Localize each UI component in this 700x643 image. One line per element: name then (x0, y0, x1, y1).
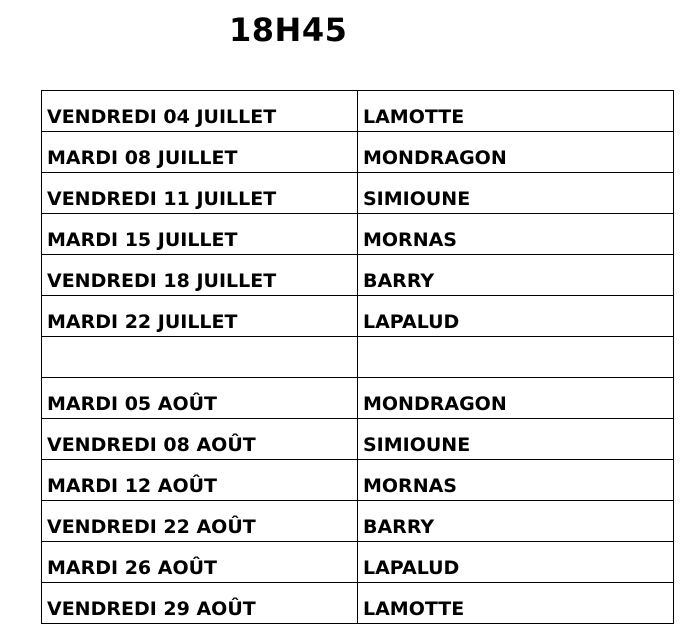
date-cell (42, 378, 358, 419)
date-cell (42, 501, 358, 542)
place-text: BARRY (363, 516, 435, 538)
date-text: MARDI 15 JUILLET (47, 229, 238, 251)
place-text: LAPALUD (363, 557, 460, 579)
date-text: VENDREDI 29 AOÛT (47, 598, 256, 620)
place-cell (358, 214, 674, 255)
date-cell (42, 296, 358, 337)
place-text: BARRY (363, 270, 435, 292)
date-cell (42, 337, 358, 378)
place-cell (358, 583, 674, 624)
date-cell (42, 255, 358, 296)
date-text: MARDI 12 AOÛT (47, 475, 217, 497)
table-row (42, 91, 674, 132)
place-text: SIMIOUNE (363, 434, 471, 456)
place-cell (358, 460, 674, 501)
table-row (42, 132, 674, 173)
table-row (42, 419, 674, 460)
date-cell (42, 91, 358, 132)
date-text: MARDI 22 JUILLET (47, 311, 238, 333)
place-text: LAMOTTE (363, 598, 465, 620)
place-text: MONDRAGON (363, 393, 507, 415)
date-text: VENDREDI 11 JUILLET (47, 188, 277, 210)
place-cell (358, 419, 674, 460)
place-text: MORNAS (363, 475, 457, 497)
date-cell (42, 583, 358, 624)
table-row (42, 542, 674, 583)
table-row (42, 501, 674, 542)
date-cell (42, 460, 358, 501)
date-cell (42, 419, 358, 460)
table-row (42, 214, 674, 255)
date-text: VENDREDI 18 JUILLET (47, 270, 277, 292)
date-text: VENDREDI 04 JUILLET (47, 106, 277, 128)
date-text: MARDI 08 JUILLET (47, 147, 238, 169)
date-text: VENDREDI 22 AOÛT (47, 516, 256, 538)
page-title: 18H45 (229, 11, 348, 49)
place-text: SIMIOUNE (363, 188, 471, 210)
place-cell (358, 91, 674, 132)
place-text: MORNAS (363, 229, 457, 251)
place-cell (358, 173, 674, 214)
place-cell (358, 296, 674, 337)
date-cell (42, 132, 358, 173)
table-row (42, 296, 674, 337)
place-cell (358, 542, 674, 583)
table-row (42, 173, 674, 214)
table-row (42, 460, 674, 501)
place-cell (358, 378, 674, 419)
table-row-empty (42, 337, 674, 378)
date-cell (42, 542, 358, 583)
date-cell (42, 214, 358, 255)
table-row (42, 583, 674, 624)
date-text: MARDI 05 AOÛT (47, 393, 217, 415)
place-text: LAPALUD (363, 311, 460, 333)
place-text: LAMOTTE (363, 106, 465, 128)
place-cell (358, 132, 674, 173)
place-text: MONDRAGON (363, 147, 507, 169)
date-text: MARDI 26 AOÛT (47, 557, 217, 579)
place-cell (358, 337, 674, 378)
date-text: VENDREDI 08 AOÛT (47, 434, 256, 456)
schedule-table (41, 90, 674, 624)
table-row (42, 255, 674, 296)
place-cell (358, 501, 674, 542)
date-cell (42, 173, 358, 214)
table-row (42, 378, 674, 419)
place-cell (358, 255, 674, 296)
